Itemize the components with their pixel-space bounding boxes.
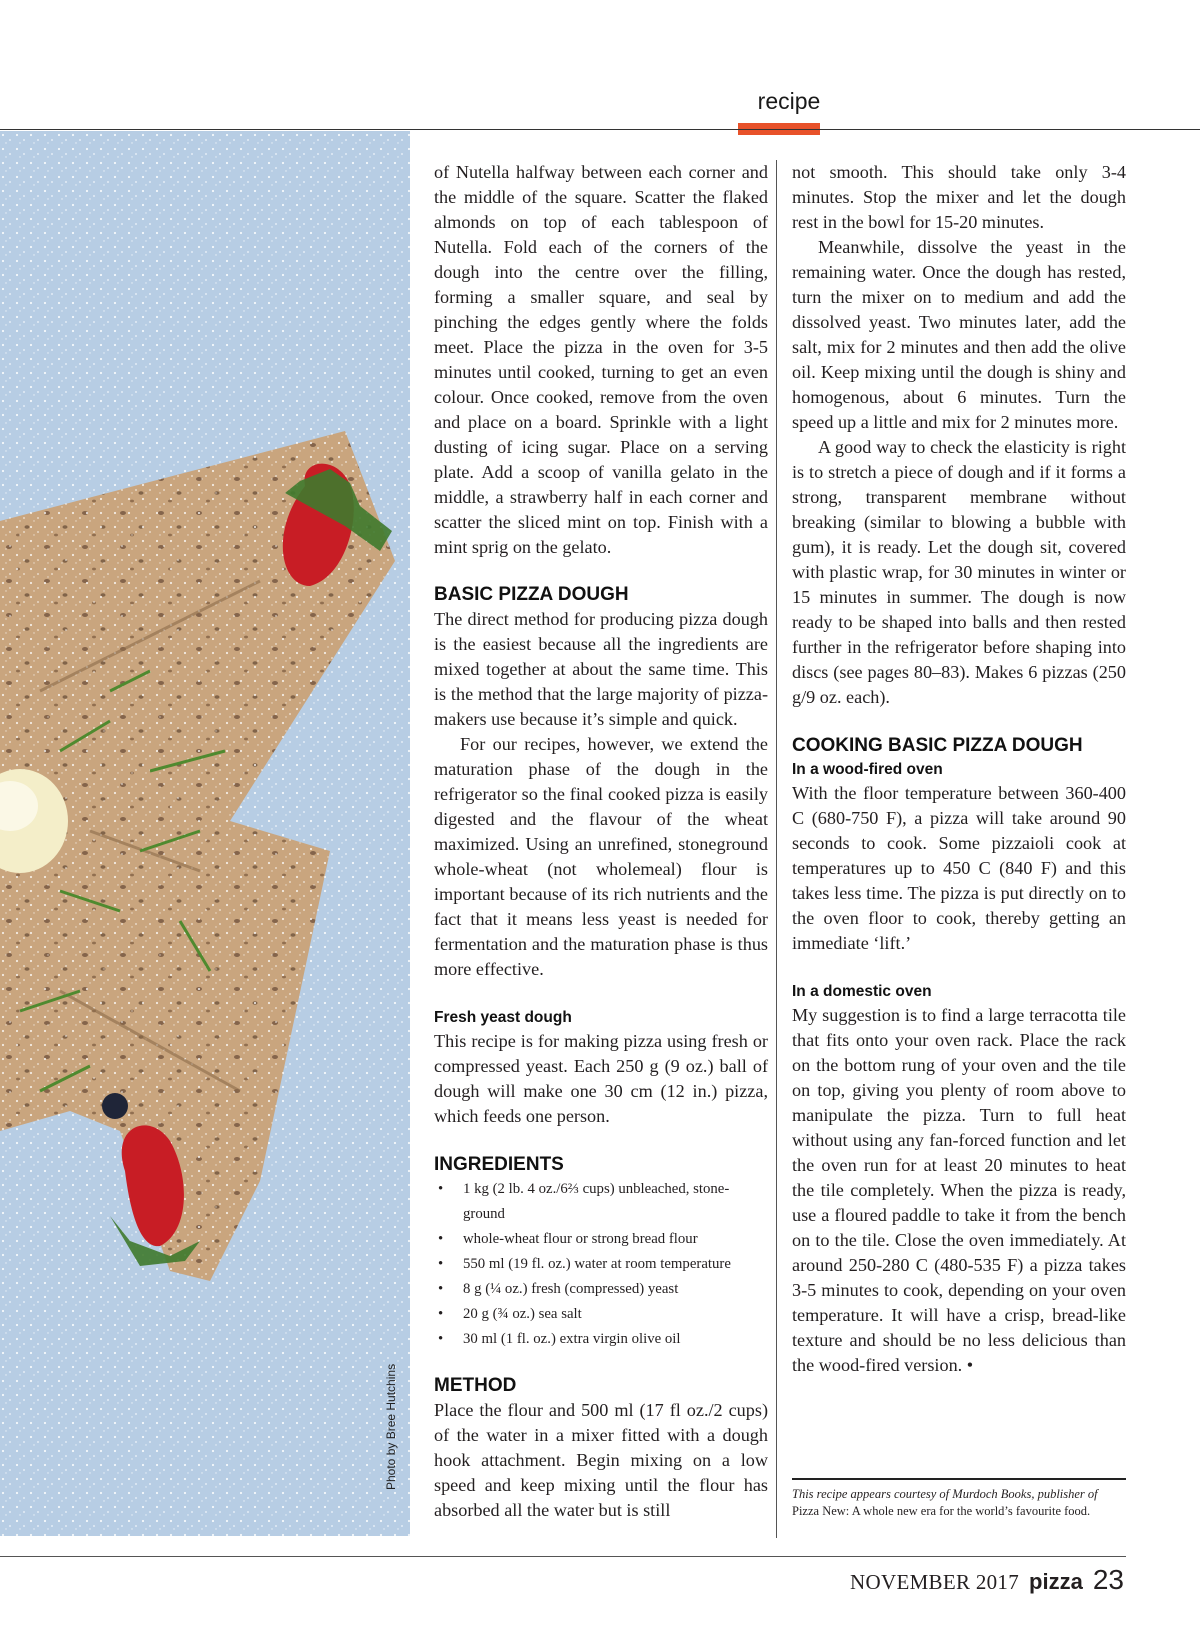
bullet: • xyxy=(438,1256,444,1272)
ingredient-item: • 550 ml (19 fl. oz.) water at room temperature xyxy=(434,1252,768,1277)
ingredient-item: • 20 g (¾ oz.) sea salt xyxy=(434,1302,768,1327)
bullet: • xyxy=(438,1231,444,1247)
method-paragraph: Place the flour and 500 ml (17 fl oz./2 cups) of the water in a mixer fitted with a dough hook attachment. Begin mixing on a low speed and keep mixing until the flour has absorbed all the water but is still xyxy=(434,1400,768,1520)
bottom-rule xyxy=(0,1556,1126,1557)
method-heading: METHOD xyxy=(434,1375,517,1396)
mixing-paragraph-2: Meanwhile, dissolve the yeast in the remaining water. Once the dough has rested, turn the mixer on to medium and add the dissolved yeast. Two minutes later, add the salt, mix for 2 minutes and then add the olive oil. Keep mixing until the dough is shiny and homogenous, about 6 minutes. Turn the speed up a little and mix for 2 minutes more. xyxy=(792,237,1126,432)
top-rule xyxy=(0,129,1200,130)
ingredient-item: • 30 ml (1 fl. oz.) extra virgin olive oil xyxy=(434,1327,768,1352)
ingredient-item: • 1 kg (2 lb. 4 oz./6⅔ cups) unbleached, stone-ground xyxy=(434,1177,768,1227)
bullet: • xyxy=(438,1331,444,1347)
mixing-paragraph-1: not smooth. This should take only 3-4 minutes. Stop the mixer and let the dough rest in the bowl for 15-20 minutes. xyxy=(792,162,1126,232)
intro-paragraph: of Nutella halfway between each corner and the middle of the square. Scatter the flaked almonds on top of each tablespoon of Nutella. Fold each of the corners of the dough into the centre over the filling, forming a smaller square, and seal by pinching the edges gently where the folds meet. Place the pizza in the oven for 3-5 minutes until cooked, turning to get an even colour. Once cooked, remove from the oven and place on a board. Sprinkle with a light dusting of icing sugar. Place on a serving plate. Add a scoop of vanilla gelato in the middle, a strawberry half in each corner and scatter the sliced mint on top. Finish with a mint sprig on the gelato. xyxy=(434,162,768,557)
page-number: 23 xyxy=(1092,1564,1124,1595)
courtesy-note xyxy=(792,1478,1126,1520)
domestic-oven-paragraph: My suggestion is to find a large terracotta tile that fits onto your oven rack. Place the rack on the bottom rung of your oven and the tile on top, giving you plenty of room above to manipulate the pizza. Turn to full heat without using any fan-forced function and let the oven run for at least 20 minutes to heat the tile completely. When the pizza is ready, use a floured paddle to take it from the bench on to the tile. Close the oven immediately. At around 250-280 C (480-535 F) a pizza takes 3-5 minutes to cook, depending on your oven temperature. It will have a crisp, bread-like texture and should be no less delicious than the wood-fired version. • xyxy=(792,1005,1126,1375)
text-column-1 xyxy=(434,160,768,1523)
bullet: • xyxy=(438,1306,444,1322)
fresh-yeast-heading: Fresh yeast dough xyxy=(434,1009,572,1026)
fresh-yeast-paragraph: This recipe is for making pizza using fresh or compressed yeast. Each 250 g (9 oz.) ball of dough will make one 30 cm (12 in.) pizza, which feeds one person. xyxy=(434,1031,768,1126)
column-divider xyxy=(776,160,777,1538)
ingredients-heading: INGREDIENTS xyxy=(434,1154,564,1175)
ingredient-item: • whole-wheat flour or strong bread flour xyxy=(434,1227,768,1252)
basic-pizza-dough-heading: BASIC PIZZA DOUGH xyxy=(434,584,629,605)
elasticity-paragraph: A good way to check the elasticity is right is to stretch a piece of dough and if it forms a strong, transparent membrane without breaking (similar to blowing a bubble with gum), it is ready. Let the dough sit, covered with plastic wrap, for 30 minutes in winter or 15 minutes in summer. The dough is now ready to be shaped into balls and then rested further in the refrigerator before shaping into discs (see pages 80–83). Makes 6 pizzas (250 g/9 oz. each). xyxy=(792,437,1126,707)
wood-fired-heading: In a wood-fired oven xyxy=(792,761,943,778)
magazine-name: pizza xyxy=(1029,1569,1083,1594)
dessert-pizza-photo xyxy=(0,131,410,1536)
courtesy-line-2: Pizza New: A whole new era for the world’s favourite food. xyxy=(792,1504,1091,1518)
photo-credit: Photo by Bree Hutchins xyxy=(384,1363,398,1490)
courtesy-line-1: This recipe appears courtesy of Murdoch Books, publisher of xyxy=(792,1487,1098,1501)
page-footer xyxy=(850,1564,1124,1596)
ingredient-item: • 8 g (¼ oz.) fresh (compressed) yeast xyxy=(434,1277,768,1302)
cooking-heading: COOKING BASIC PIZZA DOUGH xyxy=(792,735,1083,756)
issue-date: NOVEMBER 2017 xyxy=(850,1570,1020,1594)
bullet: • xyxy=(438,1281,444,1297)
basic-paragraph-1: The direct method for producing pizza dough is the easiest because all the ingredients are mixed together at about the same time. This is the method that the large majority of pizza-makers use because it’s simple and quick. xyxy=(434,609,768,729)
bullet: • xyxy=(438,1181,444,1197)
wood-fired-paragraph: With the floor temperature between 360-400 C (680-750 F), a pizza will take around 90 seconds to cook. Some pizzaioli cook at temperatures up to 450 C (840 F) and this takes less time. The pizza is put directly on to the oven floor to cook, thereby getting an immediate ‘lift.’ xyxy=(792,783,1126,953)
ingredients-list xyxy=(434,1177,768,1352)
text-column-2 xyxy=(792,160,1126,1378)
section-label: recipe xyxy=(757,88,821,114)
basic-paragraph-2: For our recipes, however, we extend the maturation phase of the dough in the refrigerator so the final cooked pizza is easily digested and the flavour of the wheat maximized. Using an unrefined, stoneground whole-wheat (not wholemeal) flour is important because of its rich nutrients and the fact that it means less yeast is needed for fermentation and the maturation phase is thus more effective. xyxy=(434,734,768,979)
domestic-oven-heading: In a domestic oven xyxy=(792,983,932,1000)
